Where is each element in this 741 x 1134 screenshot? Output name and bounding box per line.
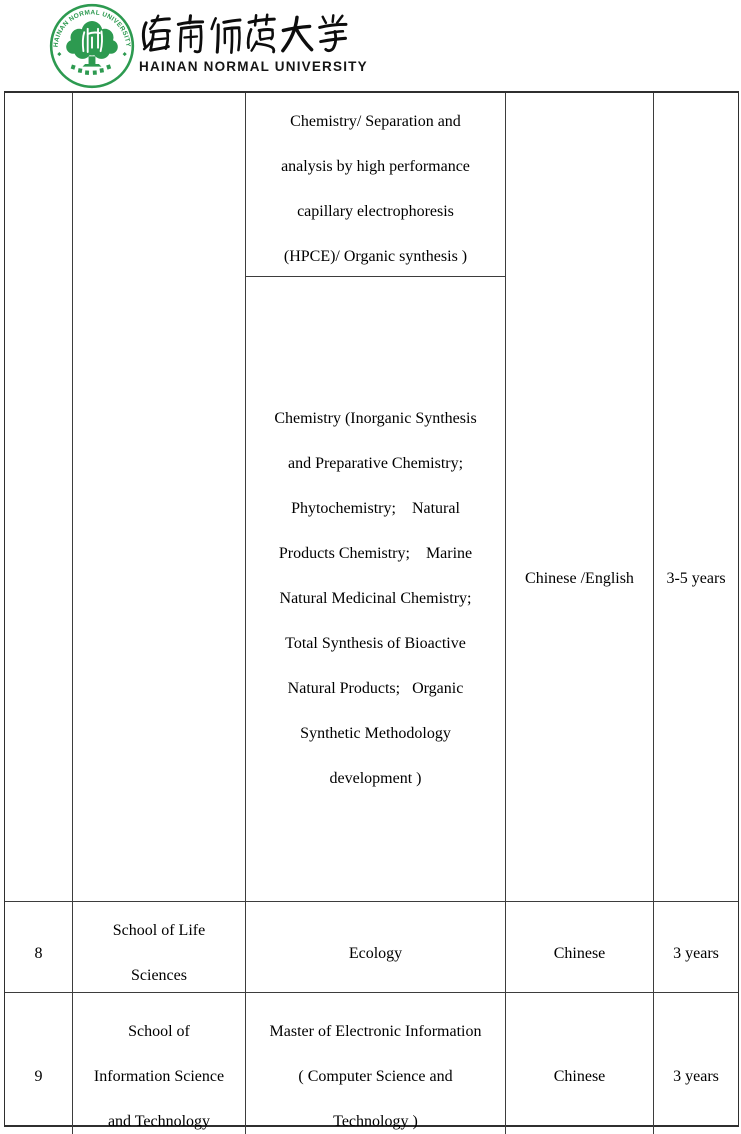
program-line: Technology ) <box>333 1113 418 1130</box>
university-seal-icon <box>49 3 135 89</box>
program-line: capillary electrophoresis <box>297 202 454 220</box>
cell-program-chemistry-b <box>246 277 506 902</box>
program-line: and Preparative Chemistry; <box>287 454 464 472</box>
cell-school-continuation <box>73 93 246 902</box>
cell-language-row8 <box>506 902 654 993</box>
duration-value: 3 years <box>673 944 719 962</box>
cell-duration-row8 <box>654 902 738 993</box>
school-line: School of Life <box>112 922 206 939</box>
programs-table <box>4 91 739 1130</box>
school-line: School of <box>128 1023 190 1040</box>
program-line: Synthetic Methodology <box>300 724 451 742</box>
seal-star-left-icon <box>57 52 61 56</box>
cell-duration-chemistry <box>654 93 738 902</box>
language-value: Chinese <box>553 944 606 962</box>
duration-value: 3 years <box>673 1068 719 1085</box>
cell-program-row8 <box>246 902 506 993</box>
program-line: Chemistry/ Separation and <box>290 112 461 130</box>
cell-program-row9 <box>246 993 506 1134</box>
program-line: (HPCE)/ Organic synthesis ) <box>283 247 468 265</box>
program-line: development ) <box>329 769 422 787</box>
duration-value: 3-5 years <box>666 570 726 587</box>
program-line: Ecology <box>348 944 403 962</box>
cell-language-row9 <box>506 993 654 1134</box>
program-line: Chemistry (Inorganic Synthesis <box>274 409 477 427</box>
program-line: Master of Electronic Information <box>269 1023 482 1040</box>
cell-number-continuation <box>5 93 73 902</box>
cell-school-row9 <box>73 993 246 1134</box>
university-header <box>0 0 741 92</box>
program-line: Phytochemistry; Natural <box>291 499 460 517</box>
seal-star-right-icon <box>123 52 127 56</box>
language-value: Chinese <box>553 1068 606 1085</box>
program-line: analysis by high performance <box>281 157 470 175</box>
seal-ring-text: HAINAN NORMAL UNIVERSITY <box>52 9 132 48</box>
seal-tree-emblem <box>66 21 118 67</box>
program-line: Natural Products; Organic <box>287 679 464 697</box>
cell-number-row9 <box>5 993 73 1134</box>
program-line: Total Synthesis of Bioactive <box>285 634 466 652</box>
cell-program-chemistry-a <box>246 93 506 277</box>
program-line: Products Chemistry; Marine <box>278 544 473 562</box>
school-line: Sciences <box>131 967 187 984</box>
program-line: Natural Medicinal Chemistry; <box>279 589 472 607</box>
program-line: ( Computer Science and <box>298 1068 453 1085</box>
university-name-zh-calligraphy <box>138 12 352 60</box>
language-value: Chinese /English <box>525 570 634 587</box>
cell-duration-row9 <box>654 993 738 1134</box>
row-number: 9 <box>34 1068 43 1085</box>
row-number: 8 <box>34 944 43 962</box>
school-line: and Technology <box>107 1113 211 1130</box>
cell-school-row8 <box>73 902 246 993</box>
university-name-en: HAINAN NORMAL UNIVERSITY <box>139 59 368 74</box>
cell-number-row8 <box>5 902 73 993</box>
cell-language-chemistry <box>506 93 654 902</box>
school-line: Information Science <box>93 1068 225 1085</box>
